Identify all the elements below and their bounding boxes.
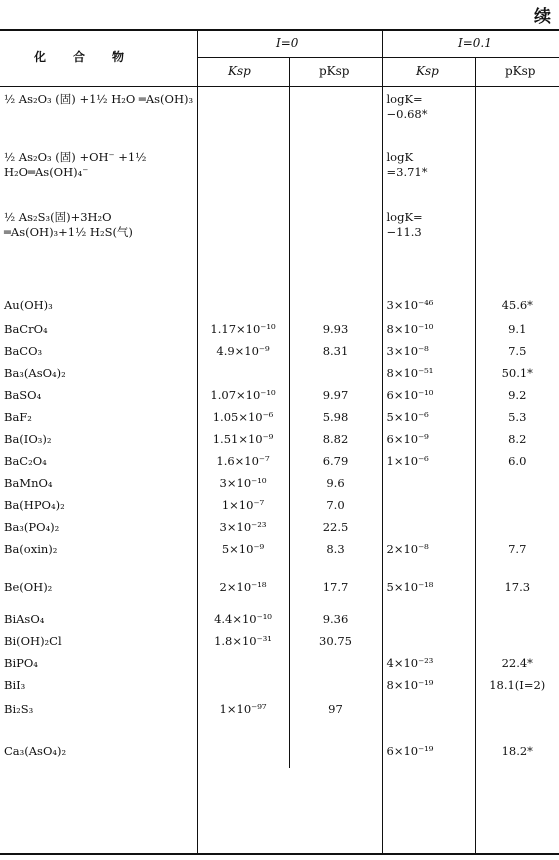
ksp-i01-cell	[382, 474, 475, 496]
cell-text: 6×10⁻⁹	[386, 432, 429, 446]
ksp-i0-cell	[197, 728, 289, 768]
ksp-i01-cell	[382, 728, 475, 768]
ksp-i01-cell	[382, 408, 475, 430]
cell-text: Ba₃(PO₄)₂	[4, 520, 60, 534]
cell-text: 9.1	[508, 322, 527, 336]
header-group-i01: I=0.1	[458, 36, 492, 50]
pksp-i01-cell	[475, 86, 559, 146]
pksp-i01-cell	[475, 146, 559, 206]
cell-text: 4×10⁻²³	[386, 656, 434, 670]
cell-text: logK= −11.3	[386, 210, 423, 239]
ksp-i01-cell	[382, 698, 475, 728]
ksp-i01-cell	[382, 146, 475, 206]
cell-text: BiI₃	[4, 678, 26, 692]
table-row	[0, 540, 559, 570]
cell-text: 97	[328, 702, 343, 716]
cell-text: 8.31	[322, 344, 349, 358]
continued-label: 续	[534, 7, 551, 27]
cell-text: 3×10⁻⁴⁶	[386, 298, 434, 312]
compound-cell	[0, 632, 197, 654]
cell-text: BaCrO₄	[4, 322, 48, 336]
table-row	[0, 430, 559, 452]
ksp-i01-cell	[382, 364, 475, 386]
cell-text: 30.75	[319, 634, 352, 648]
ksp-i01-cell	[382, 386, 475, 408]
header-pksp-1: pKsp	[319, 64, 350, 78]
compound-cell	[0, 146, 197, 206]
table-row	[0, 282, 559, 320]
header-pksp-2: pKsp	[505, 64, 536, 78]
ksp-i01-cell	[382, 452, 475, 474]
compound-cell	[0, 676, 197, 698]
cell-text: Ba₃(AsO₄)₂	[4, 366, 66, 380]
cell-text: 3×10⁻¹⁰	[219, 476, 267, 490]
table-row	[0, 452, 559, 474]
pksp-i0-cell	[289, 282, 382, 320]
compound-cell	[0, 452, 197, 474]
compound-cell	[0, 342, 197, 364]
ksp-i0-cell	[197, 342, 289, 364]
ksp-i01-cell	[382, 654, 475, 676]
cell-text: 9.36	[322, 612, 349, 626]
cell-text: 1.05×10⁻⁶	[212, 410, 274, 424]
cell-text: 7.5	[508, 344, 527, 358]
col-divider-2	[289, 58, 290, 86]
cell-text: 6.0	[508, 454, 527, 468]
pksp-i0-cell	[289, 518, 382, 540]
cell-text: BiPO₄	[4, 656, 38, 670]
cell-text: 1.51×10⁻⁹	[212, 432, 274, 446]
pksp-i0-cell	[289, 364, 382, 386]
cell-text: BiAsO₄	[4, 612, 45, 626]
pksp-i01-cell	[475, 452, 559, 474]
ksp-i0-cell	[197, 364, 289, 386]
ksp-i01-cell	[382, 282, 475, 320]
pksp-i0-cell	[289, 386, 382, 408]
cell-text: 5.3	[508, 410, 527, 424]
table-row	[0, 386, 559, 408]
ksp-i01-cell	[382, 320, 475, 342]
pksp-i01-cell	[475, 728, 559, 768]
cell-text: 9.93	[322, 322, 349, 336]
cell-text: 9.2	[508, 388, 527, 402]
cell-text: logK= −0.68*	[386, 92, 428, 121]
pksp-i0-cell	[289, 676, 382, 698]
pksp-i01-cell	[475, 386, 559, 408]
compound-cell	[0, 496, 197, 518]
pksp-i0-cell	[289, 86, 382, 146]
cell-text: 4.4×10⁻¹⁰	[214, 612, 272, 626]
ksp-i0-cell	[197, 282, 289, 320]
compound-cell	[0, 654, 197, 676]
cell-text: 2×10⁻⁸	[386, 542, 429, 556]
compound-cell	[0, 206, 197, 282]
table-row	[0, 146, 559, 206]
pksp-i01-cell	[475, 570, 559, 610]
cell-text: 1.17×10⁻¹⁰	[210, 322, 276, 336]
compound-cell	[0, 518, 197, 540]
compound-cell	[0, 282, 197, 320]
ksp-i0-cell	[197, 206, 289, 282]
cell-text: Be(OH)₂	[4, 580, 53, 594]
cell-text: 8×10⁻¹⁰	[386, 322, 434, 336]
cell-text: 3×10⁻⁸	[386, 344, 429, 358]
cell-text: 1.07×10⁻¹⁰	[210, 388, 276, 402]
ksp-i0-cell	[197, 452, 289, 474]
ksp-i0-cell	[197, 320, 289, 342]
cell-text: 17.7	[322, 580, 349, 594]
compound-cell	[0, 386, 197, 408]
compound-cell	[0, 698, 197, 728]
ksp-i01-cell	[382, 496, 475, 518]
ksp-i0-cell	[197, 698, 289, 728]
cell-text: 1.8×10⁻³¹	[214, 634, 272, 648]
ksp-i0-cell	[197, 386, 289, 408]
cell-text: 22.4*	[501, 656, 533, 670]
pksp-i0-cell	[289, 654, 382, 676]
pksp-i0-cell	[289, 320, 382, 342]
ksp-i0-cell	[197, 430, 289, 452]
pksp-i01-cell	[475, 518, 559, 540]
compound-cell	[0, 540, 197, 570]
header-mid-rule	[197, 57, 559, 58]
pksp-i01-cell	[475, 632, 559, 654]
ksp-i01-cell	[382, 518, 475, 540]
ksp-i01-cell	[382, 610, 475, 632]
cell-text: 5×10⁻⁹	[221, 542, 265, 556]
cell-text: 8×10⁻⁵¹	[386, 366, 434, 380]
cell-text: 18.2*	[501, 744, 533, 758]
pksp-i0-cell	[289, 408, 382, 430]
compound-cell	[0, 610, 197, 632]
cell-text: 5.98	[322, 410, 349, 424]
cell-text: ½ As₂S₃(固)+3H₂O ═As(OH)₃+1½ H₂S(气)	[4, 210, 133, 239]
cell-text: 5×10⁻¹⁸	[386, 580, 434, 594]
ksp-i01-cell	[382, 632, 475, 654]
cell-text: Ba(HPO₄)₂	[4, 498, 65, 512]
ksp-i0-cell	[197, 632, 289, 654]
pksp-i0-cell	[289, 342, 382, 364]
cell-text: 3×10⁻²³	[219, 520, 267, 534]
cell-text: 6.79	[322, 454, 349, 468]
cell-text: 5×10⁻⁶	[386, 410, 429, 424]
cell-text: 8.3	[326, 542, 345, 556]
ksp-i0-cell	[197, 86, 289, 146]
bottom-rule	[0, 853, 559, 855]
cell-text: Bi₂S₃	[4, 702, 34, 716]
cell-text: Ba(IO₃)₂	[4, 432, 52, 446]
compound-cell	[0, 570, 197, 610]
pksp-i0-cell	[289, 570, 382, 610]
compound-cell	[0, 474, 197, 496]
header-ksp-1: Ksp	[228, 64, 251, 78]
table-row	[0, 570, 559, 610]
pksp-i0-cell	[289, 474, 382, 496]
cell-text: 50.1*	[501, 366, 533, 380]
compound-cell	[0, 430, 197, 452]
cell-text: 8.82	[322, 432, 349, 446]
cell-text: 6×10⁻¹⁰	[386, 388, 434, 402]
pksp-i01-cell	[475, 320, 559, 342]
cell-text: 9.97	[322, 388, 349, 402]
compound-cell	[0, 728, 197, 768]
cell-text: 6×10⁻¹⁹	[386, 744, 434, 758]
table-row	[0, 632, 559, 654]
table-row	[0, 676, 559, 698]
pksp-i01-cell	[475, 676, 559, 698]
cell-text: Bi(OH)₂Cl	[4, 634, 62, 648]
table-row	[0, 342, 559, 364]
cell-text: BaSO₄	[4, 388, 42, 402]
ksp-i01-cell	[382, 570, 475, 610]
table-row	[0, 86, 559, 146]
pksp-i01-cell	[475, 654, 559, 676]
pksp-i01-cell	[475, 408, 559, 430]
cell-text: 22.5	[322, 520, 349, 534]
table-row	[0, 206, 559, 282]
pksp-i01-cell	[475, 496, 559, 518]
cell-text: 1×10⁻⁷	[221, 498, 265, 512]
pksp-i01-cell	[475, 206, 559, 282]
header-group-i0: I=0	[276, 36, 299, 50]
ksp-i0-cell	[197, 654, 289, 676]
table-row	[0, 474, 559, 496]
table-row	[0, 364, 559, 386]
pksp-i0-cell	[289, 430, 382, 452]
pksp-i01-cell	[475, 698, 559, 728]
pksp-i01-cell	[475, 610, 559, 632]
pksp-i0-cell	[289, 496, 382, 518]
table-row	[0, 728, 559, 768]
cell-text: BaF₂	[4, 410, 32, 424]
cell-text: 1×10⁻⁹⁷	[219, 702, 267, 716]
pksp-i0-cell	[289, 610, 382, 632]
compound-cell	[0, 364, 197, 386]
cell-text: BaC₂O₄	[4, 454, 47, 468]
cell-text: BaMnO₄	[4, 476, 53, 490]
ksp-i01-cell	[382, 342, 475, 364]
table-row	[0, 698, 559, 728]
top-rule	[0, 29, 559, 31]
header-ksp-2: Ksp	[416, 64, 439, 78]
table-row	[0, 408, 559, 430]
cell-text: Ba(oxin)₂	[4, 542, 58, 556]
ksp-i0-cell	[197, 496, 289, 518]
pksp-i0-cell	[289, 728, 382, 768]
cell-text: 8.2	[508, 432, 527, 446]
pksp-i0-cell	[289, 206, 382, 282]
compound-cell	[0, 320, 197, 342]
cell-text: logK =3.71*	[386, 150, 428, 179]
ksp-i0-cell	[197, 474, 289, 496]
pksp-i01-cell	[475, 430, 559, 452]
ksp-i01-cell	[382, 206, 475, 282]
ksp-i01-cell	[382, 86, 475, 146]
pksp-i0-cell	[289, 632, 382, 654]
ksp-table	[0, 86, 559, 768]
pksp-i01-cell	[475, 474, 559, 496]
ksp-i0-cell	[197, 518, 289, 540]
table-row	[0, 654, 559, 676]
table-row	[0, 320, 559, 342]
ksp-i0-cell	[197, 540, 289, 570]
pksp-i0-cell	[289, 452, 382, 474]
cell-text: 45.6*	[501, 298, 533, 312]
ksp-i01-cell	[382, 540, 475, 570]
header-compound: 化 合 物	[34, 50, 126, 64]
ksp-i01-cell	[382, 676, 475, 698]
pksp-i01-cell	[475, 342, 559, 364]
cell-text: 18.1(I=2)	[489, 678, 546, 692]
pksp-i0-cell	[289, 540, 382, 570]
cell-text: 1.6×10⁻⁷	[216, 454, 270, 468]
cell-text: ½ As₂O₃ (固) +1½ H₂O ═As(OH)₃	[4, 92, 194, 106]
cell-text: Ca₃(AsO₄)₂	[4, 744, 67, 758]
ksp-i0-cell	[197, 408, 289, 430]
table-row	[0, 496, 559, 518]
cell-text: 17.3	[504, 580, 531, 594]
compound-cell	[0, 86, 197, 146]
cell-text: 7.0	[326, 498, 345, 512]
cell-text: 2×10⁻¹⁸	[219, 580, 267, 594]
cell-text: 1×10⁻⁶	[386, 454, 429, 468]
pksp-i01-cell	[475, 364, 559, 386]
table-row	[0, 610, 559, 632]
pksp-i01-cell	[475, 540, 559, 570]
ksp-i0-cell	[197, 146, 289, 206]
cell-text: 9.6	[326, 476, 345, 490]
cell-text: ½ As₂O₃ (固) +OH⁻ +1½ H₂O═As(OH)₄⁻	[4, 150, 151, 179]
cell-text: 8×10⁻¹⁹	[386, 678, 434, 692]
ksp-i0-cell	[197, 676, 289, 698]
cell-text: 4.9×10⁻⁹	[216, 344, 270, 358]
pksp-i0-cell	[289, 146, 382, 206]
table-row	[0, 518, 559, 540]
cell-text: Au(OH)₃	[4, 298, 53, 312]
ksp-i01-cell	[382, 430, 475, 452]
ksp-i0-cell	[197, 570, 289, 610]
pksp-i0-cell	[289, 698, 382, 728]
ksp-i0-cell	[197, 610, 289, 632]
cell-text: BaCO₃	[4, 344, 43, 358]
pksp-i01-cell	[475, 282, 559, 320]
cell-text: 7.7	[508, 542, 527, 556]
compound-cell	[0, 408, 197, 430]
